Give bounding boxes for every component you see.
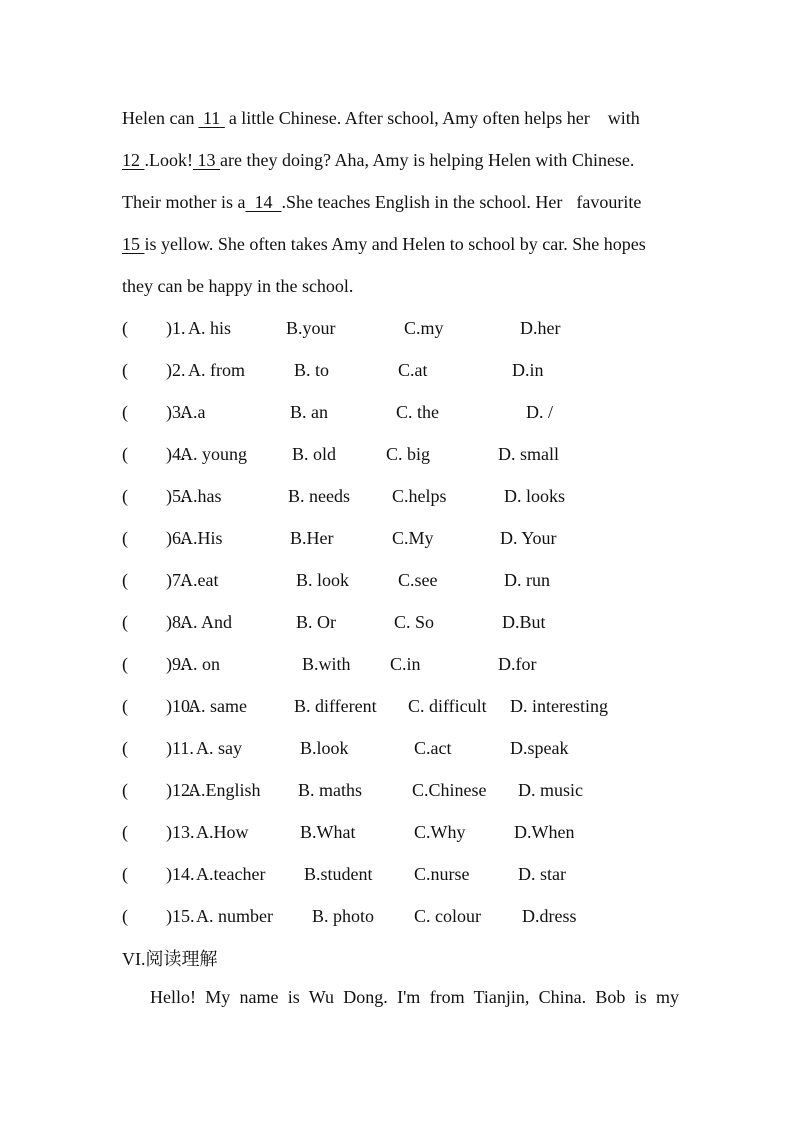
option-a: A.His	[180, 528, 223, 548]
option-d: D. interesting	[510, 696, 608, 716]
blank-13: 13	[197, 150, 216, 170]
option-c: C.my	[404, 318, 444, 338]
option-d: D.for	[498, 654, 537, 674]
option-a: A. young	[180, 444, 247, 464]
option-b: B. needs	[288, 486, 350, 506]
option-a: A. And	[180, 612, 233, 632]
passage-line-2	[122, 150, 634, 171]
option-d: D. small	[498, 444, 559, 464]
option-c: C.My	[392, 528, 434, 548]
option-b: B.with	[302, 654, 351, 674]
question-number: )6.	[166, 528, 186, 548]
answer-paren: (	[122, 612, 128, 632]
answer-paren: (	[122, 570, 128, 590]
answer-paren: (	[122, 696, 128, 716]
passage-line-3	[122, 192, 641, 213]
option-d: D. looks	[504, 486, 566, 506]
answer-paren: (	[122, 780, 128, 800]
option-b: B.look	[300, 738, 349, 758]
option-a: A.a	[180, 402, 206, 422]
passage-text: Their mother is a	[122, 192, 246, 212]
option-b: B.What	[300, 822, 356, 842]
question-number: )14.	[166, 864, 195, 884]
blank-14: 14	[254, 192, 273, 212]
option-b: B. different	[294, 696, 377, 716]
passage-text: are they doing? Aha, Amy is helping Helen with Chinese.	[220, 150, 635, 170]
question-number: )5.	[166, 486, 186, 506]
option-d: D. Your	[500, 528, 557, 548]
option-b: B. old	[292, 444, 337, 464]
option-c: C.nurse	[414, 864, 470, 884]
blank-15: 15	[122, 234, 140, 254]
option-c: C.see	[398, 570, 438, 590]
option-c: C.in	[390, 654, 421, 674]
option-b: B.student	[304, 864, 373, 884]
option-d: D.But	[502, 612, 546, 632]
option-d: D. run	[504, 570, 550, 590]
answer-paren: (	[122, 486, 128, 506]
question-number: )7.	[166, 570, 186, 590]
question-number: )11.	[166, 738, 194, 758]
answer-paren: (	[122, 318, 128, 338]
option-b: B. maths	[298, 780, 363, 800]
question-number: )15.	[166, 906, 195, 926]
question-number: )2.	[166, 360, 186, 380]
passage-text: favourite	[576, 192, 642, 212]
option-b: B. to	[294, 360, 330, 380]
option-c: C. So	[394, 612, 435, 632]
option-a: A.teacher	[196, 864, 266, 884]
option-a: A. same	[188, 696, 247, 716]
reading-passage-line: Hello! My name is Wu Dong. I'm from Tianjin, China. Bob is my	[150, 987, 679, 1007]
answer-paren: (	[122, 528, 128, 548]
option-a: A. on	[180, 654, 220, 674]
answer-paren: (	[122, 360, 128, 380]
option-c: C. colour	[414, 906, 481, 926]
answer-paren: (	[122, 906, 128, 926]
option-b: B. an	[290, 402, 328, 422]
question-number: )13.	[166, 822, 195, 842]
answer-paren: (	[122, 654, 128, 674]
question-number: )12.	[166, 780, 195, 800]
question-number: )8.	[166, 612, 186, 632]
passage-text: a little Chinese. After school, Amy often helps her	[228, 108, 590, 128]
passage-text: with	[607, 108, 640, 128]
passage-text: is yellow. She often takes Amy and Helen to school by car. She hopes	[144, 234, 646, 254]
passage-text: .She teaches English in the school. Her	[281, 192, 563, 212]
option-c: C.at	[398, 360, 428, 380]
option-d: D. music	[518, 780, 583, 800]
blank-12: 12	[122, 150, 140, 170]
question-number: )9.	[166, 654, 186, 674]
question-number: )10.	[166, 696, 195, 716]
question-number: )3.	[166, 402, 186, 422]
option-c: C. difficult	[408, 696, 487, 716]
passage-line-4	[122, 234, 646, 255]
option-a: A. his	[188, 318, 232, 338]
question-number: )1.	[166, 318, 186, 338]
option-b: B. look	[296, 570, 350, 590]
option-a: A. say	[196, 738, 242, 758]
passage-line-5: they can be happy in the school.	[122, 276, 354, 296]
option-c: C.Chinese	[412, 780, 487, 800]
option-d: D. star	[518, 864, 566, 884]
answer-paren: (	[122, 738, 128, 758]
option-a: A. from	[188, 360, 245, 380]
option-d: D.speak	[510, 738, 569, 758]
section-title: VI.阅读理解	[122, 949, 218, 969]
answer-paren: (	[122, 822, 128, 842]
option-d: D.When	[514, 822, 575, 842]
option-a: A. number	[196, 906, 273, 926]
passage-line-1	[122, 108, 640, 129]
option-d: D.in	[512, 360, 544, 380]
answer-paren: (	[122, 864, 128, 884]
option-c: C. big	[386, 444, 431, 464]
answer-paren: (	[122, 444, 128, 464]
option-a: A.How	[196, 822, 249, 842]
passage-text: Helen can	[122, 108, 195, 128]
option-d: D. /	[526, 402, 553, 422]
option-b: B.Her	[290, 528, 334, 548]
option-c: C.helps	[392, 486, 447, 506]
option-b: B. photo	[312, 906, 375, 926]
question-number: )4.	[166, 444, 186, 464]
option-b: B.your	[286, 318, 336, 338]
option-c: C.Why	[414, 822, 466, 842]
option-c: C. the	[396, 402, 439, 422]
option-d: D.her	[520, 318, 561, 338]
option-a: A.English	[188, 780, 261, 800]
option-d: D.dress	[522, 906, 577, 926]
passage-text: .Look!	[144, 150, 193, 170]
blank-11: 11	[202, 108, 221, 128]
answer-paren: (	[122, 402, 128, 422]
option-c: C.act	[414, 738, 452, 758]
option-a: A.has	[180, 486, 222, 506]
option-b: B. Or	[296, 612, 336, 632]
option-a: A.eat	[180, 570, 219, 590]
